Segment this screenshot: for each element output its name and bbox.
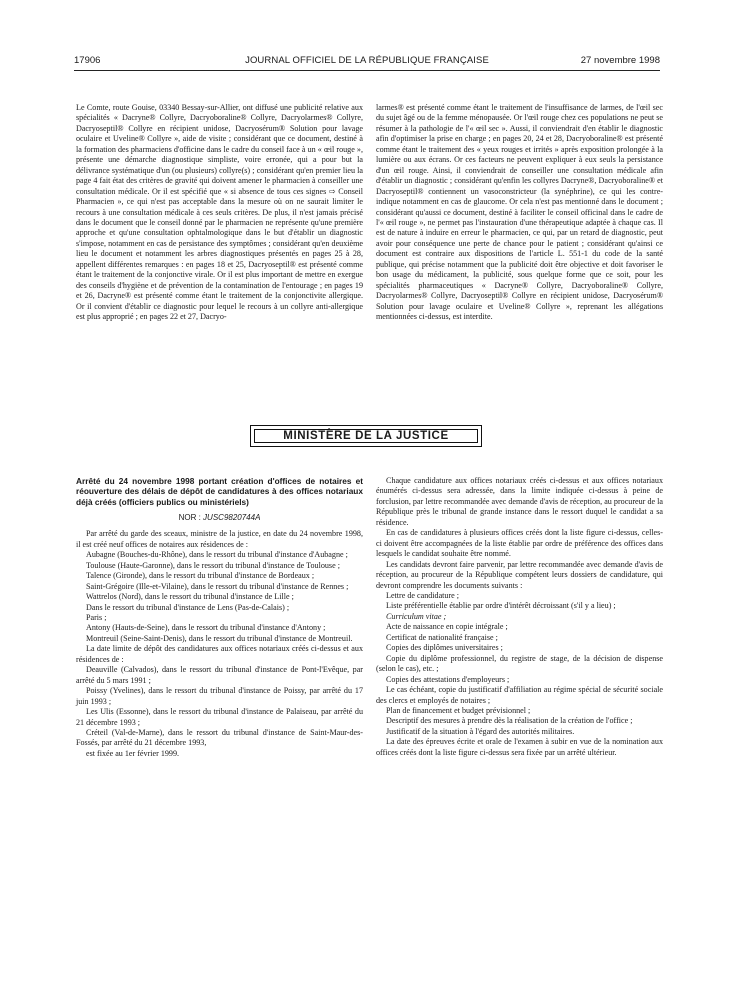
arrete-column-left [76, 476, 363, 759]
arrete-left-paragraph: Antony (Hauts-de-Seine), dans le ressort du tribunal d'instance d'Antony ; [86, 623, 326, 633]
nor-reference [76, 513, 363, 523]
top-text-right: larmes® est présenté comme étant le traitement de l'insuffisance de larmes, de l'œil sec du sujet âgé ou de la femme ménopausée. Or l'œil rouge chez ces populations ne peut se résumer à la pathologie de l'« œil sec ». Aussi, il conviendrait d'en établir le diagnostic afin d'optimiser la prise en charge ; en pages 20, 24 et 28, Dacryoboraline® est présenté comme étant le traitement des « yeux rouges et irrités » après exposition prolongée à la lumière ou aux écrans. Or ces facteurs ne peuvent expliquer à eux seuls la persistance d'un œil rouge. Ainsi, il conviendrait de conseiller une consultation médicale afin d'établir un diagnostic ; considérant qu'enfin les collyres Dacryne®, Dacryoboraline® et Dacryoseptil® contiennent un vasoconstricteur (la synéphrine), ce qui les contre-indique notamment en cas de glaucome. Or cela n'est pas mentionné dans le document ; considérant qu'aussi ce document, destiné à faciliter le conseil officinal dans le cadre de l'« œil rouge », ne permet pas l'instauration d'une thérapeutique adaptée à chaque cas. Il est de nature à induire en erreur le pharmacien, ce qui, par un retard de diagnostic, peut avoir pour conséquence une perte de chance pour le patient ; considérant qu'ainsi ce document est contraire aux dispositions de l'article L. 551-1 du code de la santé publique, qui précise notamment que la publicité doit être objective et doit favoriser le bon usage du médicament, la publicité, sous quelque forme que ce soit, pour les spécialités pharmaceutiques « Dacryne® Collyre, Dacryoboraline® Collyre, Dacryolarmes® Collyre, Dacryoseptil® Collyre en récipient unidose, Dacryosérum® Solution pour lavage oculaire et Uveline® Collyre », reprenant les allégations mentionnées ci-dessus, est interdite. [376, 103, 663, 322]
arrete-right-paragraph: Le cas échéant, copie du justificatif d'affiliation au régime spécial de sécurité sociale des clercs et employés de notaires ; [376, 685, 663, 705]
arrete-right-paragraph: Copie du diplôme professionnel, du registre de stage, de la décision de dispense (selon le cas), etc. ; [376, 653, 663, 674]
issue-date: 27 novembre 1998 [580, 55, 660, 66]
arrete-right-paragraph: Copies des attestations d'employeurs ; [386, 674, 510, 684]
nor-code: JUSC9820744A [203, 512, 261, 522]
ministry-heading: MINISTÈRE DE LA JUSTICE [254, 429, 478, 443]
arrete-right-paragraph: Les candidats devront faire parvenir, par lettre recommandée avec demande d'avis de réception, au procureur de la République compétent leurs dossiers de candidature, qui devront comprendre les documents suivants : [376, 559, 663, 590]
arrete-left-paragraph: Créteil (Val-de-Marne), dans le ressort du tribunal d'instance de Saint-Maur-des-Fossés, par arrêté du 21 décembre 1993, [76, 727, 363, 748]
arrete-left-paragraph: La date limite de dépôt des candidatures aux offices notariaux créés ci-dessus et aux résidences de : [76, 644, 363, 664]
page-header [74, 55, 660, 71]
arrete-left-paragraph: Poissy (Yvelines), dans le ressort du tribunal d'instance de Poissy, par arrêté du 17 juin 1993 ; [76, 686, 363, 706]
arrete-right-paragraph: Chaque candidature aux offices notariaux créés ci-dessus et aux offices notariaux énumérés ci-dessus sera adressée, dans la limite indiquée ci-dessus à peine de forclusion, par lettre recommandée avec demande d'avis de réception, au procureur de la République près le tribunal de grande instance dans le ressort duquel le candidat a sa résidence. [376, 476, 663, 527]
arrete-left-paragraph: Montreuil (Seine-Saint-Denis), dans le ressort du tribunal d'instance de Montreuil. [86, 633, 353, 643]
arrete-left-paragraph: Par arrêté du garde des sceaux, ministre de la justice, en date du 24 novembre 1998, il est créé neuf offices de notaires aux résidences de : [76, 529, 363, 549]
arrete-left-paragraph: Deauville (Calvados), dans le ressort du tribunal d'instance de Pont-l'Evêque, par arrêté du 5 mars 1991 ; [76, 665, 363, 685]
ministry-heading-box [250, 425, 482, 447]
arrete-left-paragraph: est fixée au 1er février 1999. [86, 748, 180, 758]
arrete-right-paragraph: Lettre de candidature ; [386, 590, 460, 600]
arrete-right-paragraph: Descriptif des mesures à prendre dès la réalisation de la création de l'office ; [386, 716, 633, 726]
arrete-title: Arrêté du 24 novembre 1998 portant création d'offices de notaires et réouverture des délais de dépôt de candidatures à des offices notariaux déjà créés (officiers publics ou ministériels) [76, 476, 363, 507]
arrete-right-paragraph: Plan de financement et budget prévisionnel ; [386, 705, 531, 715]
arrete-right-paragraph: En cas de candidatures à plusieurs offices créés dont la liste figure ci-dessus, celles-ci doivent être accompagnées de la liste établie par ordre de préférence des offices dans lesquels le candidat souhaite être nommé. [376, 528, 663, 559]
header-rule [74, 70, 660, 71]
arrete-right-paragraph: Justificatif de la situation à l'égard des autorités militaires. [386, 726, 575, 736]
arrete-left-paragraph: Paris ; [86, 612, 107, 622]
nor-label: NOR : [178, 512, 201, 522]
arrete-right-paragraph: Certificat de nationalité française ; [386, 632, 498, 642]
arrete-left-paragraph: Wattrelos (Nord), dans le ressort du tribunal d'instance de Lille ; [86, 592, 294, 602]
arrete-right-paragraph: La date des épreuves écrite et orale de l'examen à subir en vue de la nomination aux offices créés dont la liste figure ci-dessus sera fixée par un arrêté ultérieur. [376, 737, 663, 757]
top-text-left: Le Comte, route Gouise, 03340 Bessay-sur-Allier, ont diffusé une publicité relative aux spécialités « Dacryne® Collyre, Dacryoboraline® Collyre, Dacryolarmes® Collyre, Dacryoseptil® Collyre en récipient unidose, Dacryosérum® Solution pour lavage oculaire et Uveline® Collyre », aide de visite ; considérant que ce document, destiné à la formation des pharmaciens d'officine dans le cadre du conseil face à un « œil rouge », présente une démarche diagnostique simpliste, voire erronée, qui a pour but la délivrance systématique d'un (ou plusieurs) collyre(s) ; considérant qu'en premier lieu la page 4 fait état des critères de gravité qui doivent amener le pharmacien à conseiller une consultation médicale. Or il est spécifié que « si absence de tous ces signes ⇨ Conseil Pharmacien », ce qui n'est pas acceptable dans la mesure où on ne saurait limiter le recours à une consultation médicale à ces seuls critères. De plus, il n'est jamais précisé dans le document que le conseil donné par le pharmacien ne représente qu'une première approche et qu'une consultation ophtalmologique dans le but d'établir un diagnostic s'impose, notamment en cas de persistance des symptômes ; considérant qu'en deuxième lieu le document et notamment les arbres diagnostiques présentés en pages 25 à 28, appellent différentes remarques : en pages 18 et 25, Dacryoseptil® est présenté comme étant le traitement de la conjonctive virale. Or il est plus important de mettre en exergue des conseils d'hygiène et de prévention de la contamination de l'entourage ; en pages 19 et 26, Dacryne® est présenté comme étant le traitement de la conjonctivite allergique. Or il convient d'établir ce diagnostic pour lequel le recours à un collyre anti-allergique est plus approprié ; en pages 22 et 27, Dacryo- [76, 103, 363, 322]
page-number: 17906 [74, 55, 101, 66]
arrete-right-paragraph: Liste préférentielle établie par ordre d'intérêt décroissant (s'il y a lieu) ; [386, 601, 616, 611]
arrete-column-right [376, 476, 663, 758]
arrete-right-paragraph: Acte de naissance en copie intégrale ; [386, 622, 508, 632]
arrete-left-paragraph: Toulouse (Haute-Garonne), dans le ressort du tribunal d'instance de Toulouse ; [86, 560, 340, 570]
arrete-left-paragraph: Dans le ressort du tribunal d'instance de Lens (Pas-de-Calais) ; [86, 602, 290, 612]
arrete-left-paragraph: Aubagne (Bouches-du-Rhône), dans le ressort du tribunal d'instance d'Aubagne ; [86, 550, 348, 560]
arrete-left-paragraph: Talence (Gironde), dans le ressort du tribunal d'instance de Bordeaux ; [86, 571, 315, 581]
arrete-left-paragraph: Les Ulis (Essonne), dans le ressort du tribunal d'instance de Palaiseau, par arrêté du 21 décembre 1993 ; [76, 707, 363, 727]
arrete-right-paragraph: Curriculum vitae ; [386, 611, 447, 621]
top-column-right [376, 103, 663, 323]
arrete-left-paragraph: Saint-Grégoire (Ille-et-Vilaine), dans le ressort du tribunal d'instance de Rennes ; [86, 581, 349, 591]
arrete-right-paragraph: Copies des diplômes universitaires ; [386, 643, 503, 653]
top-column-left [76, 103, 363, 323]
journal-title: JOURNAL OFFICIEL DE LA RÉPUBLIQUE FRANÇAISE [245, 55, 489, 66]
